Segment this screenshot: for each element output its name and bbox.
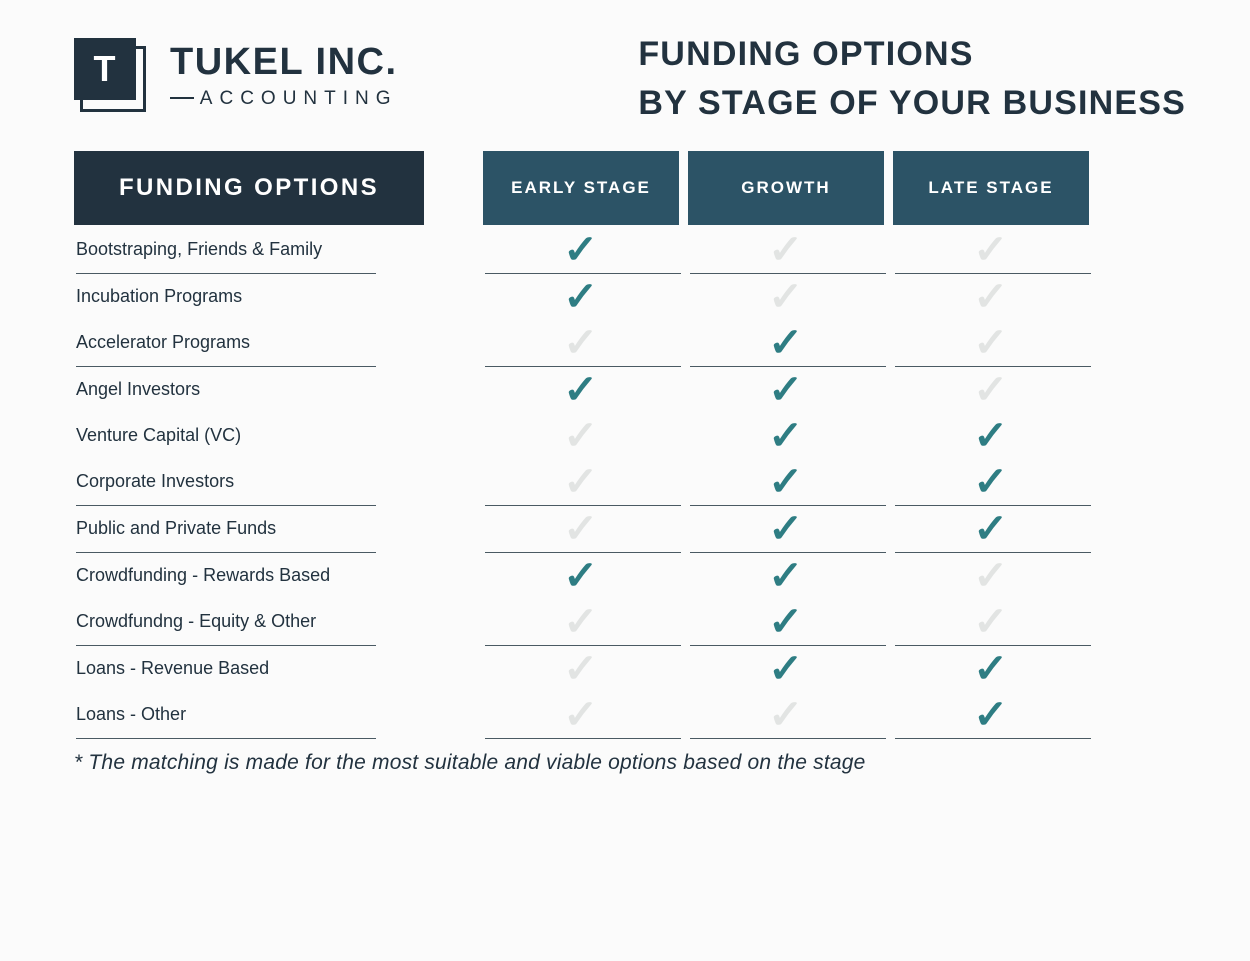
logo-mark-icon [74, 38, 148, 112]
table-row [74, 413, 1206, 459]
table-header-stage-growth [688, 151, 884, 225]
check-icon-inactive: ✓ [563, 413, 599, 458]
separator-gap [376, 738, 476, 739]
check-cell [893, 413, 1089, 459]
brand-text [170, 40, 398, 109]
check-cell [688, 227, 884, 273]
check-cell [483, 553, 679, 599]
check-cell [688, 413, 884, 459]
check-cell [688, 459, 884, 505]
table-row [74, 320, 1206, 366]
table-row [74, 227, 1206, 273]
logo-monogram: T [93, 48, 117, 89]
check-icon-active: ✓ [768, 506, 804, 551]
check-icon-active: ✓ [973, 459, 1009, 504]
table-header-stage-late-label: LATE STAGE [893, 151, 1089, 225]
brand-name: TUKEL INC. [170, 40, 398, 83]
check-icon-inactive: ✓ [973, 553, 1009, 598]
check-cell [893, 506, 1089, 552]
group-separator [74, 738, 1206, 739]
check-icon-active: ✓ [563, 553, 599, 598]
check-icon-active: ✓ [768, 367, 804, 412]
separator-label-line [76, 738, 376, 739]
table-row [74, 274, 1206, 320]
table-group [74, 506, 1206, 553]
row-label: Public and Private Funds [76, 518, 277, 539]
row-label: Corporate Investors [76, 471, 235, 492]
check-icon-active: ✓ [768, 320, 804, 365]
table-header-stage-late [893, 151, 1089, 225]
check-icon-inactive: ✓ [973, 320, 1009, 365]
table-row [74, 459, 1206, 505]
check-icon-active: ✓ [768, 553, 804, 598]
check-cell [893, 599, 1089, 645]
table-row [74, 646, 1206, 692]
row-label: Loans - Other [76, 704, 187, 725]
check-cell [893, 367, 1089, 413]
table-header-stage-early [483, 151, 679, 225]
brand-rule-left [170, 97, 194, 99]
check-cell [893, 692, 1089, 738]
check-cell [688, 320, 884, 366]
row-label: Loans - Revenue Based [76, 658, 270, 679]
check-icon-inactive: ✓ [768, 274, 804, 319]
table-row [74, 367, 1206, 413]
row-label: Bootstraping, Friends & Family [76, 239, 323, 260]
check-cell [688, 646, 884, 692]
check-icon-active: ✓ [768, 599, 804, 644]
brand-logo [74, 30, 398, 112]
table-header-funding-options: FUNDING OPTIONS [74, 151, 424, 225]
table-group [74, 646, 1206, 739]
check-icon-active: ✓ [768, 413, 804, 458]
check-icon-active: ✓ [768, 646, 804, 691]
table-row [74, 599, 1206, 645]
check-cell [483, 367, 679, 413]
table-row [74, 692, 1206, 738]
check-cell [688, 692, 884, 738]
logo-solid-square [74, 38, 136, 100]
table-group [74, 227, 1206, 274]
header [0, 0, 1250, 129]
table-group [74, 367, 1206, 506]
check-icon-inactive: ✓ [563, 599, 599, 644]
funding-options-table [74, 151, 1206, 739]
brand-subtitle-row [170, 89, 398, 108]
check-icon-active: ✓ [768, 459, 804, 504]
check-cell [893, 553, 1089, 599]
check-cell [483, 646, 679, 692]
row-label: Incubation Programs [76, 286, 243, 307]
check-cell [688, 599, 884, 645]
check-cell [893, 274, 1089, 320]
check-cell [893, 320, 1089, 366]
check-icon-active: ✓ [563, 367, 599, 412]
check-icon-inactive: ✓ [563, 320, 599, 365]
separator-stage-line [485, 738, 681, 739]
check-icon-inactive: ✓ [973, 367, 1009, 412]
check-cell [688, 367, 884, 413]
check-cell [483, 506, 679, 552]
check-icon-inactive: ✓ [563, 646, 599, 691]
brand-subtitle: ACCOUNTING [199, 87, 398, 109]
check-cell [688, 553, 884, 599]
separator-stage-line [895, 738, 1091, 739]
row-label: Accelerator Programs [76, 332, 251, 353]
check-cell [483, 227, 679, 273]
page-title-line-1: FUNDING OPTIONS [638, 35, 974, 73]
check-icon-inactive: ✓ [973, 599, 1009, 644]
page-title [638, 30, 1206, 129]
table-header-stage-growth-label: GROWTH [688, 151, 884, 225]
table-group [74, 553, 1206, 646]
table-row [74, 553, 1206, 599]
table-row [74, 506, 1206, 552]
table-group [74, 274, 1206, 367]
row-label: Crowdfundng - Equity & Other [76, 611, 317, 632]
page-title-line-2: BY STAGE OF YOUR BUSINESS [638, 84, 1186, 123]
table-header-stage-early-label: EARLY STAGE [483, 151, 679, 225]
check-icon-active: ✓ [563, 227, 599, 272]
check-cell [688, 274, 884, 320]
check-icon-active: ✓ [973, 413, 1009, 458]
row-label: Crowdfunding - Rewards Based [76, 565, 331, 586]
check-icon-inactive: ✓ [768, 692, 804, 737]
check-icon-inactive: ✓ [563, 692, 599, 737]
check-cell [483, 459, 679, 505]
check-cell [688, 506, 884, 552]
table-header-row [74, 151, 1206, 225]
footnote: * The matching is made for the most suitable and viable options based on the stage [74, 750, 866, 774]
check-icon-inactive: ✓ [973, 227, 1009, 272]
check-icon-active: ✓ [563, 274, 599, 319]
table-header-label-cell [74, 151, 474, 225]
check-icon-inactive: ✓ [973, 274, 1009, 319]
check-cell [893, 227, 1089, 273]
check-cell [483, 274, 679, 320]
check-cell [483, 413, 679, 459]
check-icon-active: ✓ [973, 692, 1009, 737]
check-icon-inactive: ✓ [563, 506, 599, 551]
table-body [74, 227, 1206, 739]
row-label: Angel Investors [76, 379, 201, 400]
check-cell [893, 459, 1089, 505]
check-cell [893, 646, 1089, 692]
check-cell [483, 599, 679, 645]
check-icon-active: ✓ [973, 646, 1009, 691]
check-cell [483, 320, 679, 366]
check-icon-inactive: ✓ [768, 227, 804, 272]
check-icon-active: ✓ [973, 506, 1009, 551]
separator-stage-line [690, 738, 886, 739]
check-cell [483, 692, 679, 738]
row-label: Venture Capital (VC) [76, 425, 242, 446]
check-icon-inactive: ✓ [563, 459, 599, 504]
